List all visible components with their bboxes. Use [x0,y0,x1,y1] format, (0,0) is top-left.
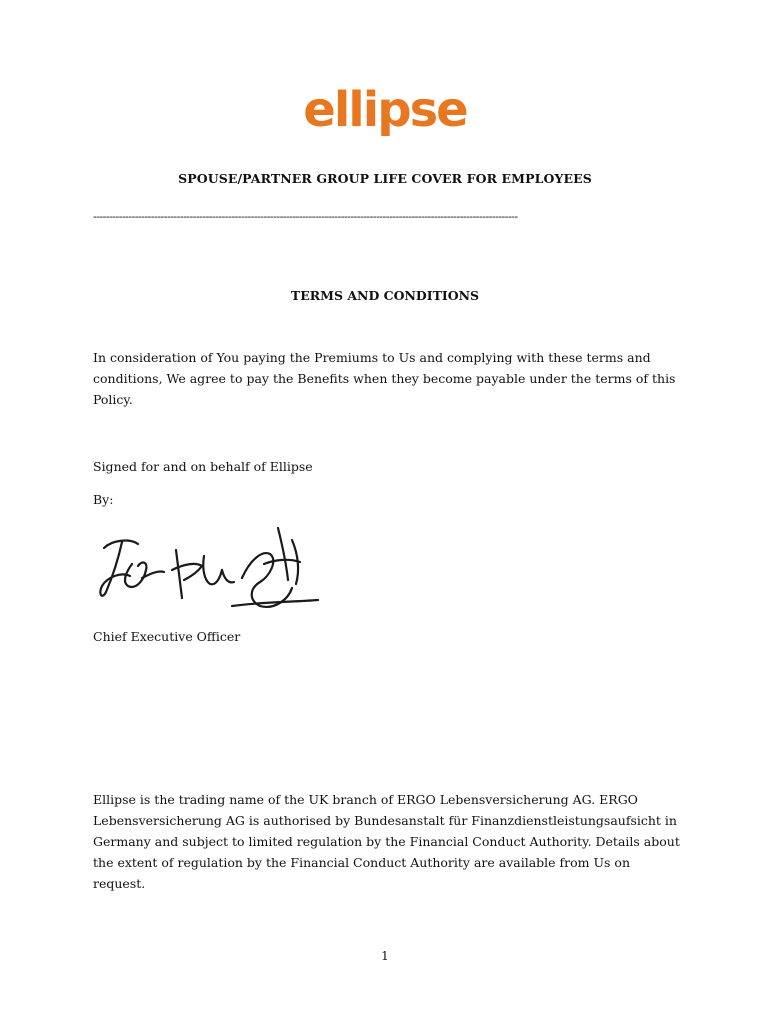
document-title: SPOUSE/PARTNER GROUP LIFE COVER FOR EMPLOYEES [178,171,592,186]
section-heading: TERMS AND CONDITIONS [290,288,480,303]
signatory-title: Chief Executive Officer [93,629,241,644]
consideration-paragraph: In consideration of You paying the Premiums to Us and complying with these terms and conditions, We agree to pay the Benefits when they become payable under the terms of this Policy. [93,350,676,407]
by-label: By: [93,492,114,507]
signed-for-text: Signed for and on behalf of Ellipse [93,459,313,474]
page-number: 1 [381,949,389,963]
logo-text: ellipse [303,82,467,138]
handwritten-signature [92,520,322,612]
divider-line: ------------------------------------------------------------------------------------------------------------------------------------ [93,210,518,223]
ellipse-logo [0,80,770,140]
regulatory-disclaimer: Ellipse is the trading name of the UK branch of ERGO Lebensversicherung AG. ERGO Lebensversicherung AG is authorised by Bundesanstalt für Finanzdienstleistungsaufsicht in Germany and subject to limited regulation by the Financial Conduct Authority. Details about the extent of regulation by the Financial Conduct Authority are available from Us on request. [93,792,680,891]
